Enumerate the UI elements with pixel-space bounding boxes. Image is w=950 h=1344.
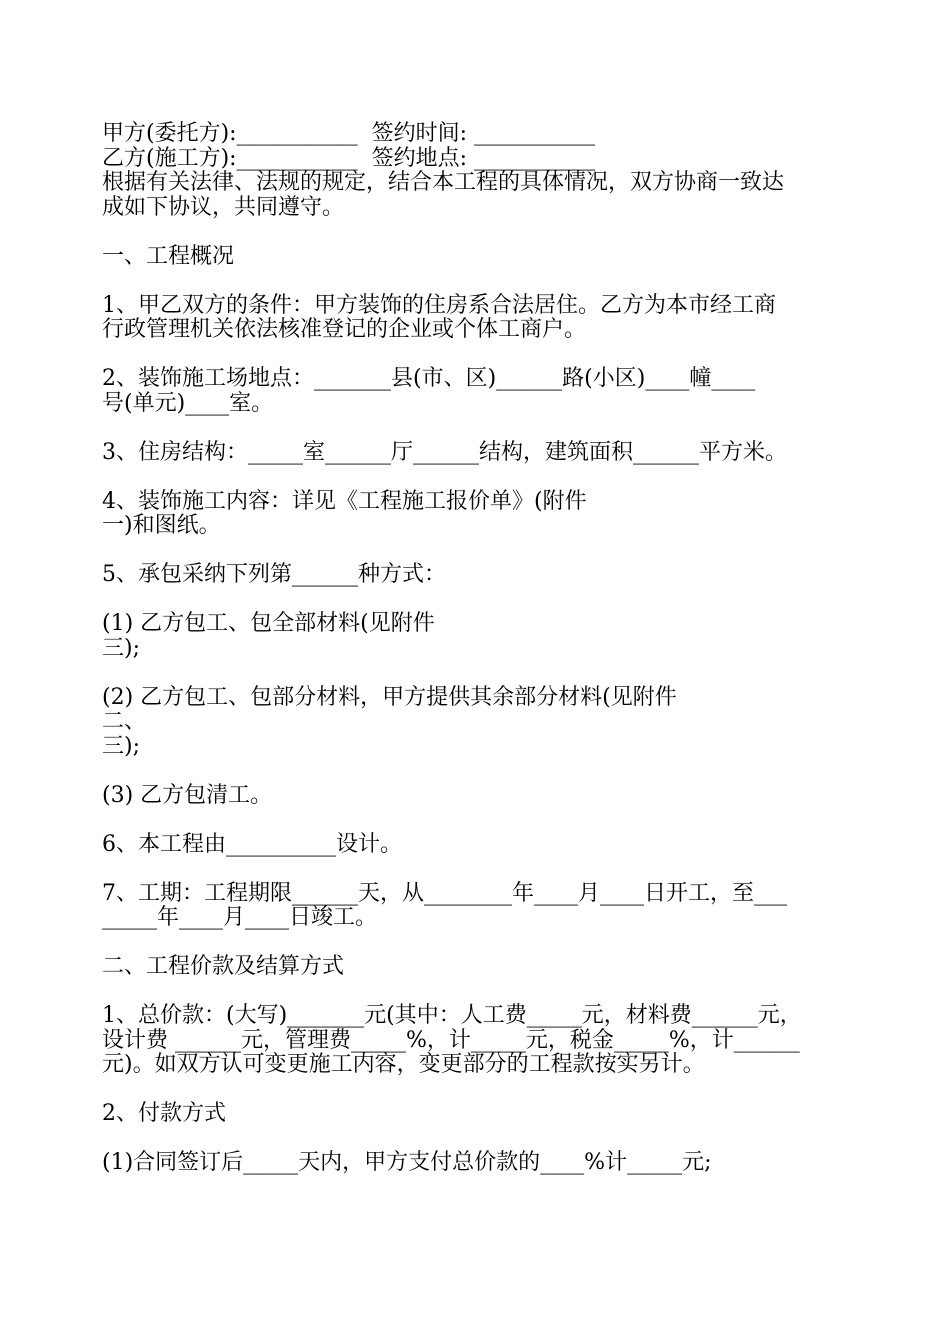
clause-2-1-line-2: 设计费 ______元，管理费_____%，计_____元，税金_____%，计______: [102, 1027, 800, 1053]
blank-line: [102, 759, 882, 784]
blank-line: [102, 857, 882, 882]
clause-1-4-line-1: 4、装饰施工内容：详见《工程施工报价单》(附件: [102, 488, 587, 514]
blank-line: [102, 343, 882, 368]
clause-1-1-line-1: 1、甲乙双方的条件：甲方装饰的住房系合法居住。乙方为本市经工商: [102, 292, 776, 318]
option-2-line-3: 三);: [102, 733, 140, 759]
blank-line: [102, 269, 882, 294]
payment-item-1: (1)合同签订后_____天内，甲方支付总价款的____%计_____元;: [102, 1150, 712, 1175]
blank-line: [102, 539, 882, 564]
clause-1-5: 5、承包采纳下列第______种方式：: [102, 562, 446, 587]
blank-line: [102, 220, 882, 245]
clause-2-1-line-3: 元)。如双方认可变更施工内容，变更部分的工程款按实另计。: [102, 1052, 705, 1077]
party-a-line: 甲方(委托方):___________ 签约时间: ___________: [102, 121, 595, 146]
option-2-line-1: (2) 乙方包工、包部分材料，甲方提供其余部分材料(见附件: [102, 684, 677, 710]
blank-line: [102, 980, 882, 1005]
clause-2-1-line-1: 1、总价款：(大写)_______元(其中：人工费_____元，材料费______元，: [102, 1003, 802, 1028]
clause-2-2-heading: 2、付款方式: [102, 1101, 226, 1126]
section-heading-2: 二、工程价款及结算方式: [102, 954, 345, 979]
option-1-line-1: (1) 乙方包工、包全部材料(见附件: [102, 611, 435, 636]
preamble-line-2: 成如下协议，共同遵守。: [102, 194, 345, 220]
blank-line: [102, 588, 882, 613]
clause-1-2-line-1: 2、装饰施工场地点：_______县(市、区)______路(小区)____幢____: [102, 366, 756, 391]
blank-line: [102, 661, 882, 686]
clause-1-7-line-1: 7、工期：工程期限______天，从________年____月____日开工，至___: [102, 880, 787, 906]
blank-line: [102, 465, 882, 490]
option-3: (3) 乙方包清工。: [102, 782, 273, 808]
option-1-line-2: 三);: [102, 635, 140, 661]
preamble-line-1: 根据有关法律、法规的规定，结合本工程的具体情况，双方协商一致达: [102, 170, 785, 195]
clause-1-4-line-2: 一)和图纸。: [102, 513, 221, 538]
blank-line: [102, 1078, 882, 1103]
option-2-line-2: 二、: [102, 709, 147, 734]
clause-1-2-line-2: 号(单元)____室。: [102, 390, 274, 416]
blank-line: [102, 416, 882, 441]
clause-1-1-line-2: 行政管理机关依法核准登记的企业或个体工商户。: [102, 317, 587, 342]
clause-1-6: 6、本工程由__________设计。: [102, 831, 402, 857]
contract-document: [102, 122, 882, 1176]
blank-line: [102, 1127, 882, 1152]
blank-line: [102, 808, 882, 833]
blank-line: [102, 931, 882, 956]
party-b-line: 乙方(施工方):___________ 签约地点: ___________: [102, 145, 595, 171]
clause-1-7-line-2: _____年____月____日竣工。: [102, 905, 378, 930]
section-heading-1: 一、工程概况: [102, 243, 235, 269]
clause-1-3: 3、住房结构：_____室______厅______结构，建筑面积______平方米。: [102, 439, 787, 465]
